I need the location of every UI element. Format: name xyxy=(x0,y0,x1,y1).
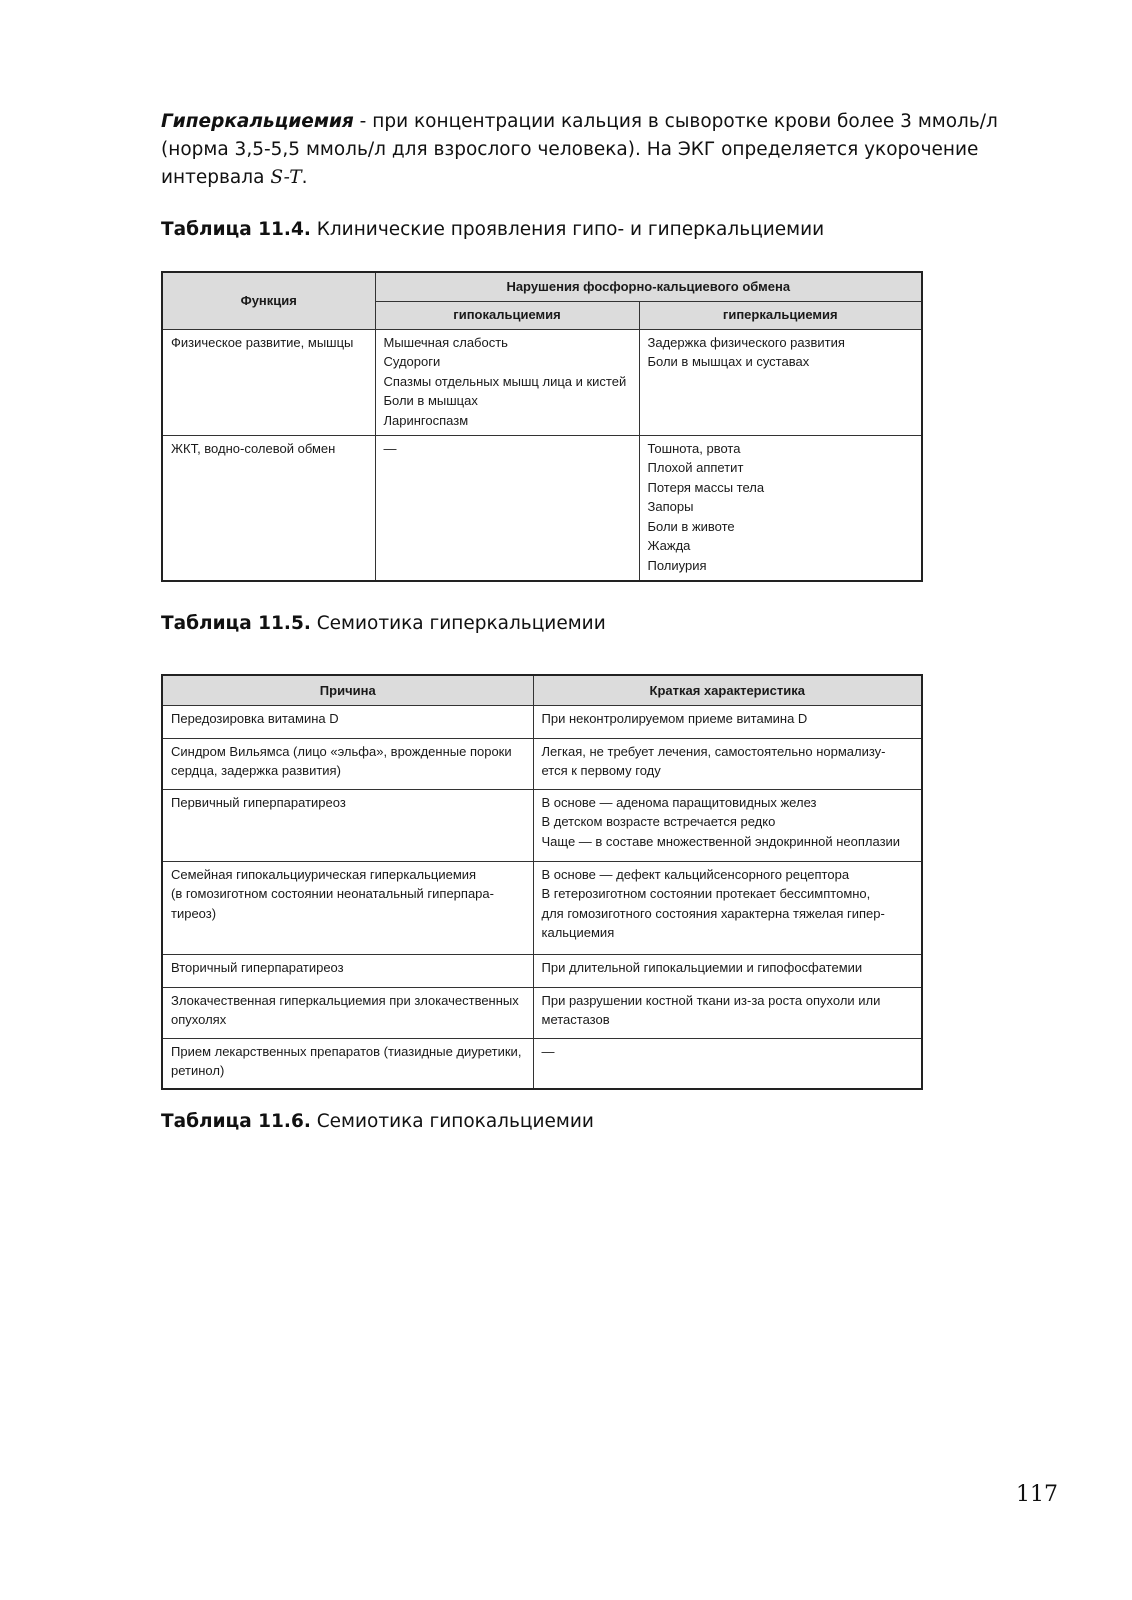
table-11-4-body xyxy=(162,329,922,581)
cell-line: Злокачественная гиперкальциемия при злокачественных xyxy=(171,992,519,1008)
cell-line: Судороги xyxy=(383,354,441,369)
cell-line: Потеря массы тела xyxy=(647,479,765,495)
cell-cause xyxy=(162,738,533,789)
cell-line: Семейная гипокальциурическая гиперкальциемия xyxy=(171,866,477,882)
cell-function: Физическое развитие, мышцы xyxy=(162,329,375,435)
header-function: Функция xyxy=(162,272,375,329)
cell-line: — xyxy=(383,440,397,456)
interval-symbol: S-T xyxy=(270,167,302,188)
table-row xyxy=(162,1038,922,1089)
cell-line: Чаще — в составе множественной эндокринной неоплазии xyxy=(541,833,901,849)
cell-line: тиреоз) xyxy=(171,905,217,921)
cell-cause xyxy=(162,987,533,1038)
table-11-5 xyxy=(161,674,923,1090)
header-characteristic: Краткая характеристика xyxy=(533,675,922,705)
cell-line: При длительной гипокальциемии и гипофосфатемии xyxy=(541,959,863,975)
table-row xyxy=(162,435,922,581)
cell-characteristic xyxy=(533,705,922,738)
caption-label: Таблица 11.5. xyxy=(161,613,311,634)
table-11-4-caption xyxy=(161,218,824,242)
cell-characteristic xyxy=(533,987,922,1038)
cell-characteristic xyxy=(533,1038,922,1089)
header-hyper: гиперкальциемия xyxy=(639,301,922,329)
table-11-5-caption xyxy=(161,612,606,636)
cell-cause xyxy=(162,861,533,954)
cell-line: Первичный гиперпаратиреоз xyxy=(171,794,346,810)
cell-line: При неконтролируемом приеме витамина D xyxy=(541,710,808,726)
caption-text: Семиотика гиперкальциемии xyxy=(310,613,606,634)
intro-text: - при концентрации кальция в сыворотке крови более 3 ммоль/л (норма 3,5-5,5 ммоль/л для взрослого человека). На ЭКГ определяется укорочение интервала xyxy=(161,111,998,188)
cell-line: (в гомозиготном состоянии неонатальный гиперпара- xyxy=(171,886,494,901)
cell-cause xyxy=(162,705,533,738)
table-row xyxy=(162,738,922,789)
header-hypo: гипокальциемия xyxy=(375,301,639,329)
cell-line: Задержка физического развития xyxy=(647,334,845,350)
cell-hypo xyxy=(375,329,639,435)
cell-line: Ларингоспазм xyxy=(383,412,469,428)
cell-hyper xyxy=(639,435,922,581)
cell-line: Полиурия xyxy=(647,557,707,573)
cell-line: Тошнота, рвота xyxy=(647,440,741,456)
page-number: 117 xyxy=(1016,1482,1058,1507)
cell-line: Боли в мышцах xyxy=(383,393,478,408)
table-11-4 xyxy=(161,271,923,582)
cell-line: Вторичный гиперпаратиреоз xyxy=(171,959,344,975)
cell-cause xyxy=(162,1038,533,1089)
caption-text: Клинические проявления гипо- и гиперкальциемии xyxy=(310,219,825,240)
cell-line: Передозировка витамина D xyxy=(171,710,339,726)
cell-characteristic xyxy=(533,789,922,861)
cell-line: Спазмы отдельных мышц лица и кистей xyxy=(383,373,627,389)
table-11-6-caption xyxy=(161,1110,594,1134)
caption-label: Таблица 11.6. xyxy=(161,1111,311,1132)
table-row xyxy=(162,329,922,435)
cell-line: Боли в мышцах и суставах xyxy=(647,354,810,369)
cell-characteristic xyxy=(533,861,922,954)
cell-line: В основе — аденома паращитовидных желез xyxy=(541,794,817,810)
cell-line: Синдром Вильямса (лицо «эльфа», врожденные пороки xyxy=(171,743,512,759)
cell-line: Плохой аппетит xyxy=(647,460,744,475)
cell-line: При разрушении костной ткани из-за роста опухоли или xyxy=(541,992,881,1008)
cell-characteristic xyxy=(533,738,922,789)
intro-term: Гиперкальциемия xyxy=(161,111,354,132)
cell-line: Запоры xyxy=(647,499,694,514)
cell-line: Жажда xyxy=(647,538,691,553)
cell-hypo xyxy=(375,435,639,581)
cell-line: кальциемия xyxy=(541,925,615,940)
cell-line: Легкая, не требует лечения, самостоятельно нормализу- xyxy=(541,743,886,759)
cell-line: В гетерозиготном состоянии протекает бессимптомно, xyxy=(541,886,871,901)
cell-line: Мышечная слабость xyxy=(383,334,508,350)
cell-line: Прием лекарственных препаратов (тиазидные диуретики, xyxy=(171,1043,522,1059)
header-group: Нарушения фосфорно-кальциевого обмена xyxy=(375,272,922,301)
cell-line: сердца, задержка развития) xyxy=(171,763,341,778)
cell-line: опухолях xyxy=(171,1012,227,1027)
table-row xyxy=(162,789,922,861)
table-row xyxy=(162,987,922,1038)
cell-function: ЖКТ, водно-солевой обмен xyxy=(162,435,375,581)
cell-cause xyxy=(162,789,533,861)
cell-hyper xyxy=(639,329,922,435)
table-row xyxy=(162,861,922,954)
caption-label: Таблица 11.4. xyxy=(161,219,311,240)
table-row xyxy=(162,705,922,738)
intro-paragraph xyxy=(161,108,1011,192)
cell-line: ретинол) xyxy=(171,1063,225,1078)
intro-text-end: . xyxy=(301,167,308,188)
cell-cause xyxy=(162,954,533,987)
cell-line: для гомозиготного состояния характерна тяжелая гипер- xyxy=(541,905,885,921)
cell-line: метастазов xyxy=(541,1012,610,1027)
cell-line: ется к первому году xyxy=(541,763,661,778)
header-cause: Причина xyxy=(162,675,533,705)
caption-text: Семиотика гипокальциемии xyxy=(310,1111,594,1132)
table-11-5-body xyxy=(162,705,922,1089)
cell-line: — xyxy=(541,1043,555,1059)
cell-characteristic xyxy=(533,954,922,987)
cell-line: В основе — дефект кальцийсенсорного рецептора xyxy=(541,866,850,882)
table-row xyxy=(162,954,922,987)
cell-line: В детском возрасте встречается редко xyxy=(541,814,776,829)
cell-line: Боли в животе xyxy=(647,518,735,534)
